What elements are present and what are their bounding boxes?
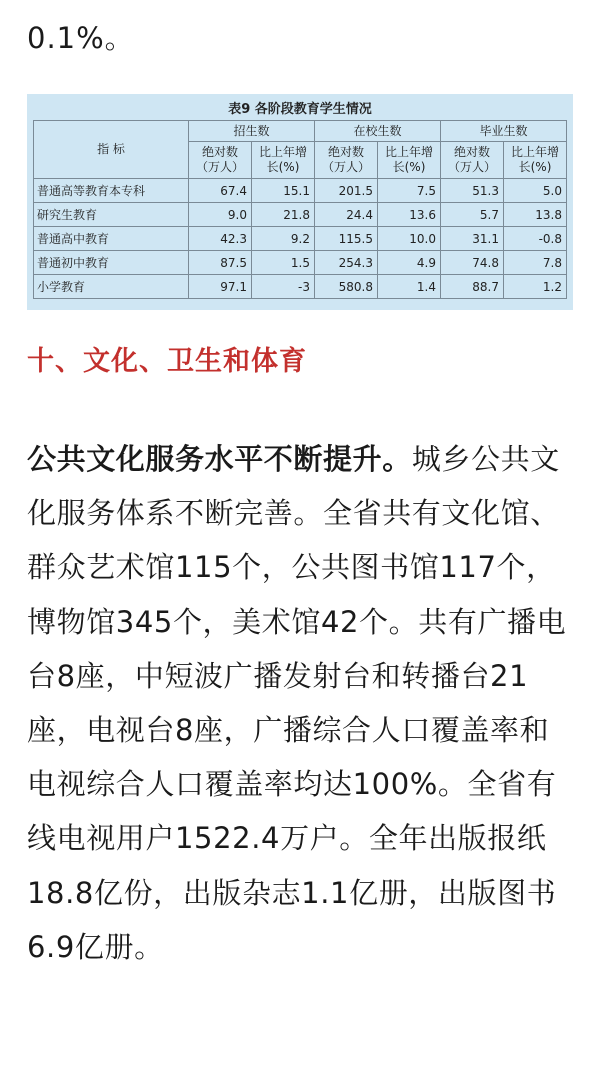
table-cell: 21.8	[252, 203, 315, 227]
table-cell: 7.5	[378, 179, 441, 203]
body-paragraph	[27, 432, 577, 974]
table-cell: 1.4	[378, 275, 441, 299]
table-cell: 24.4	[315, 203, 378, 227]
header-graduates: 毕业生数	[441, 121, 567, 142]
subheader-abs: 绝对数（万人）	[315, 142, 378, 179]
table-cell: 201.5	[315, 179, 378, 203]
table-cell: -3	[252, 275, 315, 299]
section-heading: 十、文化、卫生和体育	[27, 346, 307, 377]
table-cell: 13.6	[378, 203, 441, 227]
row-label: 普通初中教育	[34, 251, 189, 275]
table-cell: 4.9	[378, 251, 441, 275]
row-label: 小学教育	[34, 275, 189, 299]
table-cell: 5.7	[441, 203, 504, 227]
table-cell: 67.4	[189, 179, 252, 203]
table-cell: 10.0	[378, 227, 441, 251]
paragraph-body: 城乡公共文化服务体系不断完善。全省共有文化馆、群众艺术馆115个，公共图书馆117个，博物馆345个，美术馆42个。共有广播电台8座，中短波广播发射台和转播台21座，电视台8座，广播综合人口覆盖率和电视综合人口覆盖率均达100%。全省有线电视用户1522.4万户。全年出版报纸18.8亿份，出版杂志1.1亿册，出版图书6.9亿册。	[27, 442, 567, 964]
header-in-school: 在校生数	[315, 121, 441, 142]
row-label: 研究生教育	[34, 203, 189, 227]
table-cell: 7.8	[504, 251, 567, 275]
table-row	[34, 227, 567, 251]
continued-text: 0.1%。	[27, 21, 135, 55]
table-cell: -0.8	[504, 227, 567, 251]
table-cell: 87.5	[189, 251, 252, 275]
table-cell: 31.1	[441, 227, 504, 251]
row-label: 普通高中教育	[34, 227, 189, 251]
education-stats-table	[33, 120, 567, 299]
table-cell: 74.8	[441, 251, 504, 275]
table-cell: 5.0	[504, 179, 567, 203]
table-cell: 1.2	[504, 275, 567, 299]
table-cell: 88.7	[441, 275, 504, 299]
subheader-growth: 比上年增长(%)	[252, 142, 315, 179]
table-cell: 13.8	[504, 203, 567, 227]
subheader-abs: 绝对数（万人）	[441, 142, 504, 179]
table-cell: 1.5	[252, 251, 315, 275]
table-cell: 97.1	[189, 275, 252, 299]
table-row	[34, 275, 567, 299]
table-cell: 15.1	[252, 179, 315, 203]
paragraph-lead: 公共文化服务水平不断提升。	[27, 442, 412, 476]
subheader-growth: 比上年增长(%)	[504, 142, 567, 179]
header-enrollment: 招生数	[189, 121, 315, 142]
education-table-image	[27, 94, 573, 310]
table-cell: 115.5	[315, 227, 378, 251]
table-cell: 9.0	[189, 203, 252, 227]
table-cell: 9.2	[252, 227, 315, 251]
table-title: 表9 各阶段教育学生情况	[228, 102, 372, 117]
table-cell: 254.3	[315, 251, 378, 275]
subheader-abs: 绝对数（万人）	[189, 142, 252, 179]
table-cell: 51.3	[441, 179, 504, 203]
table-row	[34, 179, 567, 203]
row-label: 普通高等教育本专科	[34, 179, 189, 203]
table-cell: 580.8	[315, 275, 378, 299]
header-indicator: 指 标	[34, 121, 189, 179]
table-cell: 42.3	[189, 227, 252, 251]
table-row	[34, 251, 567, 275]
subheader-growth: 比上年增长(%)	[378, 142, 441, 179]
table-row	[34, 203, 567, 227]
